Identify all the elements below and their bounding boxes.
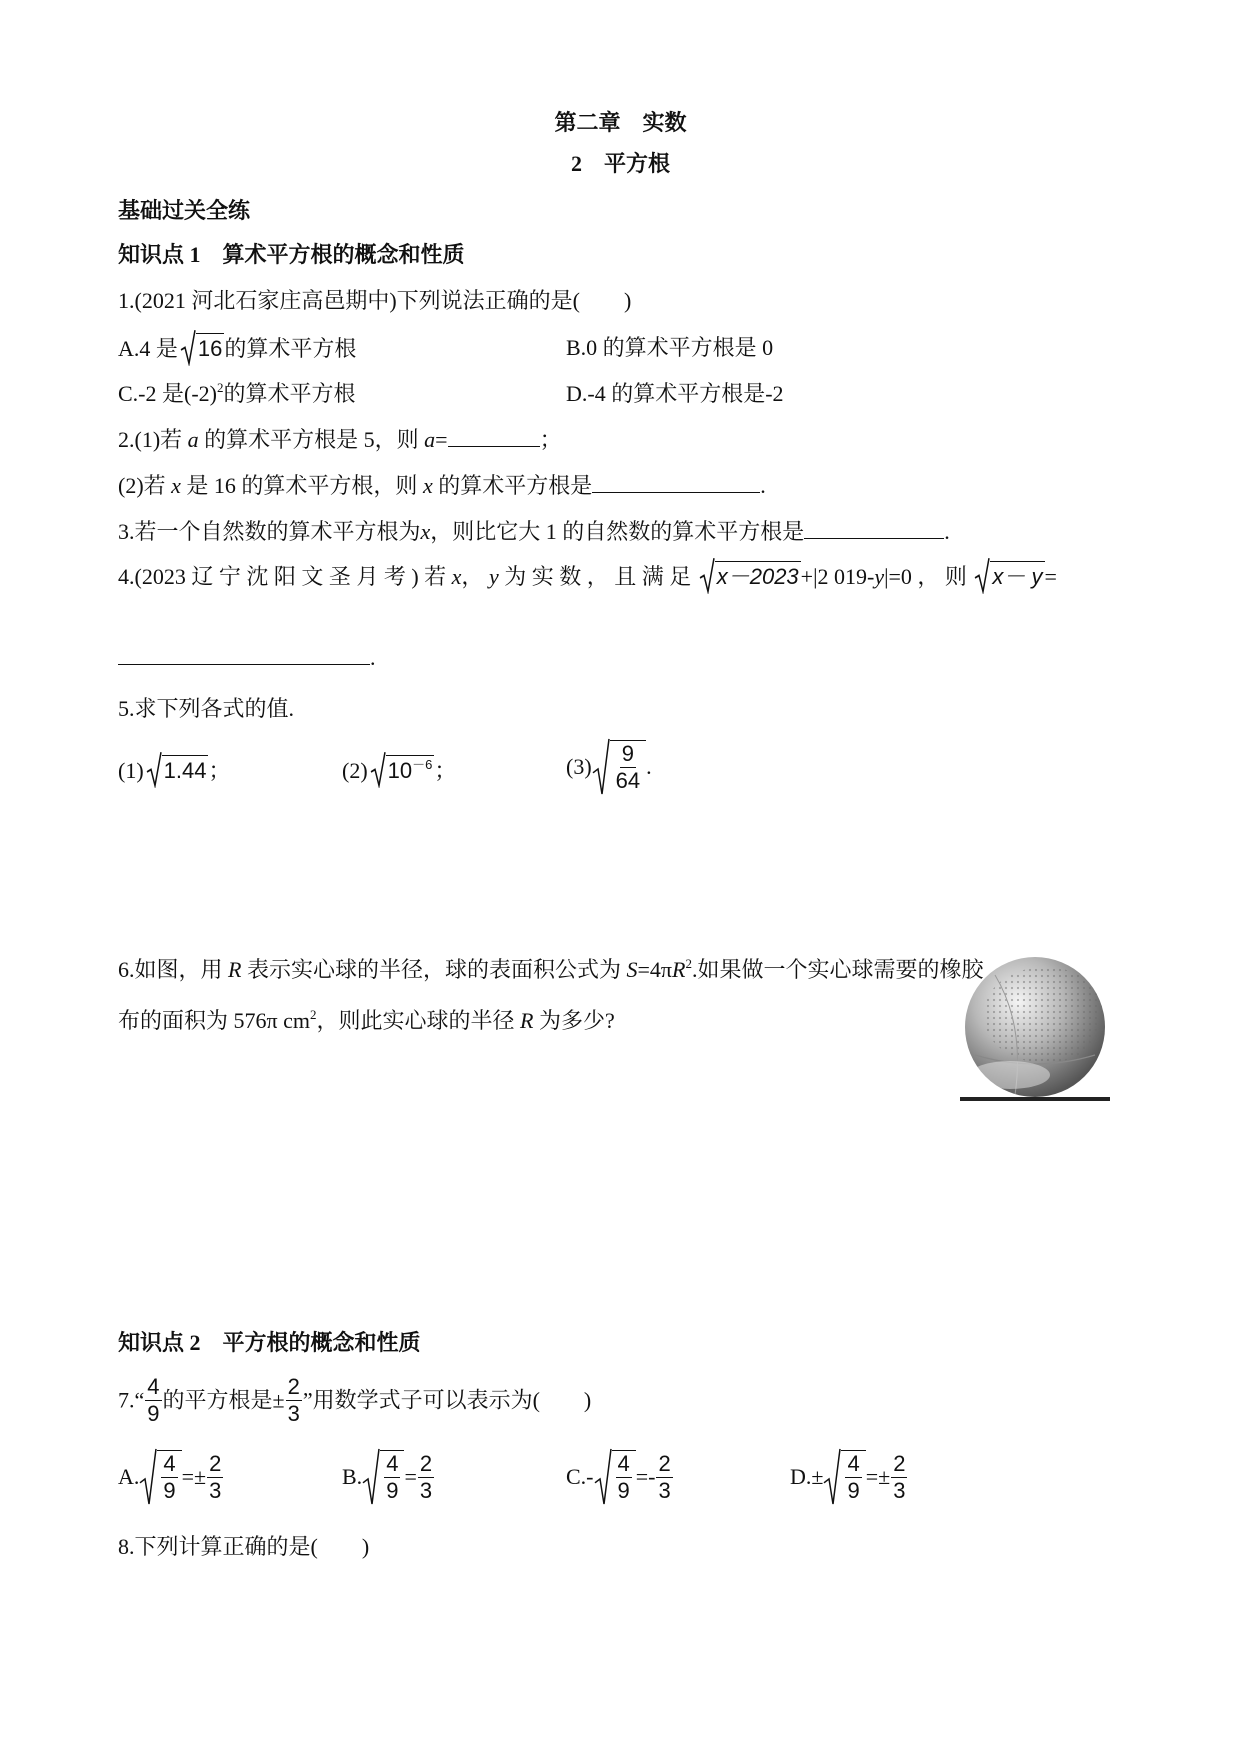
section-title: 2 平方根 — [570, 151, 670, 176]
question-7-option-a: A. $\frac{4}{9}$ =± $\frac{2}{3}$ — [118, 1450, 222, 1503]
question-5-part-2: (2) $10^{-6}$； — [342, 755, 456, 786]
question-5-part-3: (3) $\frac{9}{64}$ . — [566, 740, 652, 794]
question-8-stem: 8.下列计算正确的是( ) — [118, 1534, 370, 1559]
knowledge-point-2-heading: 知识点 2 平方根的概念和性质 — [118, 1330, 421, 1355]
block-heading: 基础过关全练 — [118, 198, 251, 223]
question-6-line-2: 布的面积为 576π $cm^2$，则此实心球的半径 R 为多少? — [118, 1007, 615, 1033]
question-4-answer: . — [118, 642, 376, 673]
question-7-option-c: C.- $\frac{4}{9}$ =- $\frac{2}{3}$ — [566, 1450, 671, 1503]
answer-blank[interactable] — [448, 424, 540, 447]
question-3: 3.若一个自然数的算术平方根为x，则比它大 1 的自然数的算术平方根是 . — [118, 516, 950, 547]
answer-blank[interactable] — [592, 470, 760, 493]
question-7-option-b: B. $\frac{4}{9}$ = $\frac{2}{3}$ — [342, 1450, 433, 1503]
shot-put-ball-image — [955, 955, 1115, 1105]
answer-blank[interactable] — [118, 642, 370, 665]
question-1-option-d: D.-4 的算术平方根是-2 — [566, 381, 784, 406]
question-4: 4.(2023 辽 宁 沈 阳 文 圣 月 考 ) 若 x， y 为 实 数 ， 且 满 足 x－2023+|2 019-y|=0 ， 则 x－ y= — [118, 561, 1057, 592]
question-1-option-a: A.4 是 16的算术平方根 — [118, 333, 356, 364]
question-2-part-2: (2)若 x 是 16 的算术平方根，则 x 的算术平方根是 . — [118, 470, 766, 501]
question-7-option-d: D.± $\frac{4}{9}$ =± $\frac{2}{3}$ — [790, 1450, 906, 1503]
question-6-line-1: 6.如图，用 R 表示实心球的半径，球的表面积公式为 $S=4\pi R^2$.如果做一个实心球需要的橡胶 — [118, 956, 984, 982]
question-5-stem: 5.求下列各式的值. — [118, 696, 295, 721]
question-2-part-1: 2.(1)若 a 的算术平方根是 5，则 a= ； — [118, 424, 562, 455]
answer-blank[interactable] — [804, 516, 944, 539]
question-1-option-c: C.-2 是$(-2)^2$的算术平方根 — [118, 380, 356, 406]
question-1-option-b: B.0 的算术平方根是 0 — [566, 335, 774, 360]
chapter-title: 第二章 实数 — [554, 110, 687, 135]
question-5-part-1: (1) 1.44； — [118, 755, 231, 786]
knowledge-point-1-heading: 知识点 1 算术平方根的概念和性质 — [118, 242, 465, 267]
question-7-stem: 7.“ $\frac{4}{9}$ 的平方根是± $\frac{2}{3}$ ”用数学式子可以表示为( ) — [118, 1374, 592, 1426]
question-1-stem: 1.(2021 河北石家庄高邑期中)下列说法正确的是( ) — [118, 288, 632, 313]
